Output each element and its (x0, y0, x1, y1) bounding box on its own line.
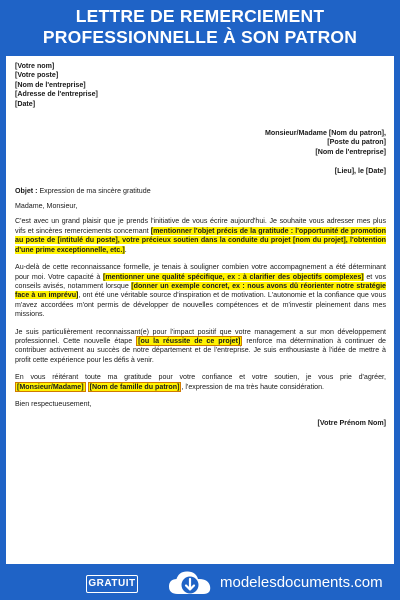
subject-label: Objet : (15, 186, 38, 195)
signature: [Votre Prénom Nom] (317, 419, 386, 428)
header-title-line-2: PROFESSIONNELLE À SON PATRON (42, 27, 358, 47)
website-link[interactable]: modelesdocuments.com (220, 574, 383, 591)
recipient-name: Monsieur/Madame [Nom du patron], (265, 129, 386, 138)
cloud-download-icon[interactable] (166, 568, 214, 598)
header-title-line-1: LETTRE DE REMERCIEMENT (75, 6, 325, 26)
subject-line (15, 187, 386, 196)
paragraph-1-placeholder: [mentionner l'objet précis de la gratitude : l'opportunité de promotion au poste de [intitulé du poste], votre précieux soutien dans la conduite du projet [nom du projet], l'obtention d'une prime exceptionnelle, etc.] (15, 226, 386, 254)
sender-name: [Votre nom] (15, 62, 55, 70)
paragraph-1 (15, 217, 386, 255)
paragraph-4 (15, 373, 386, 392)
paragraph-3 (15, 328, 386, 366)
paragraph-2 (15, 263, 386, 319)
free-badge: GRATUIT (86, 575, 138, 593)
subject-text: Expression de ma sincère gratitude (37, 186, 151, 195)
sender-company: [Nom de l'entreprise] (15, 80, 86, 89)
page-header (0, 0, 400, 54)
paragraph-4-placeholder-2: [Nom de famille du patron] (89, 382, 180, 391)
paragraph-1-text-a: C'est avec un grand plaisir que je prends l'initiative de vous écrire aujourd'hui. Je souhaite vous adresser mes plus vifs et sincères remerciements concernant (15, 217, 386, 235)
salutation: Madame, Monsieur, (15, 202, 78, 211)
closing: Bien respectueusement, (15, 399, 92, 408)
paragraph-2-text-c: , ont été une véritable source d'inspiration et de motivation. L'autonomie et la confiance que vous m'avez accordées m'ont permis de développer de nouvelles compétences et de m'investir pleinement dans mes missions. (15, 291, 386, 319)
place-and-date: [Lieu], le [Date] (334, 167, 386, 176)
letter-body (15, 62, 386, 429)
paragraph-2-placeholder-1: [mentionner une qualité spécifique, ex : à clarifier des objectifs complexes] (102, 272, 364, 281)
paragraph-2-text-b: et vos conseils avisés, notamment lorsque (15, 272, 386, 290)
recipient-company: [Nom de l'entreprise] (315, 147, 386, 156)
recipient-block (15, 129, 386, 157)
paragraph-1-text-b: . (124, 245, 127, 254)
paragraph-4-text-b: , l'expression de ma très haute considération. (181, 382, 324, 391)
footer-bar (0, 566, 400, 600)
sender-date: [Date] (15, 99, 36, 108)
paragraph-2-placeholder-2: [donner un exemple concret, ex : nous avons dû réorienter notre stratégie face à un imprévu] (15, 281, 386, 300)
paragraph-3-placeholder: [ou la réussite de ce projet] (138, 336, 241, 345)
letter-document (6, 56, 394, 564)
paragraph-3-text-b: renforce ma détermination à continuer de contribuer activement au succès de notre département et de l'entreprise. Je suis enthousiaste à l'idée de mettre à profit cette expérience pour les défis à venir. (15, 336, 387, 364)
paragraph-4-placeholder-1: [Monsieur/Madame] (17, 382, 84, 391)
sender-address: [Adresse de l'entreprise] (15, 90, 98, 99)
paragraph-2-text-a: Au-delà de cette reconnaissance formelle, je tenais à souligner combien votre accompagnement a été déterminant pour moi. Votre capacité à (15, 263, 386, 281)
sender-block (15, 62, 386, 109)
sender-position: [Votre poste] (15, 71, 59, 80)
paragraph-3-text-a: Je suis particulièrement reconnaissant(e) pour l'impact positif que votre management a sur mon développement professionnel. Cette nouvelle étape (15, 327, 386, 345)
paragraph-4-text-a: En vous réitérant toute ma gratitude pour votre confiance et votre soutien, je vous prie d'agréer, (15, 373, 386, 382)
recipient-position: [Poste du patron] (327, 138, 386, 147)
